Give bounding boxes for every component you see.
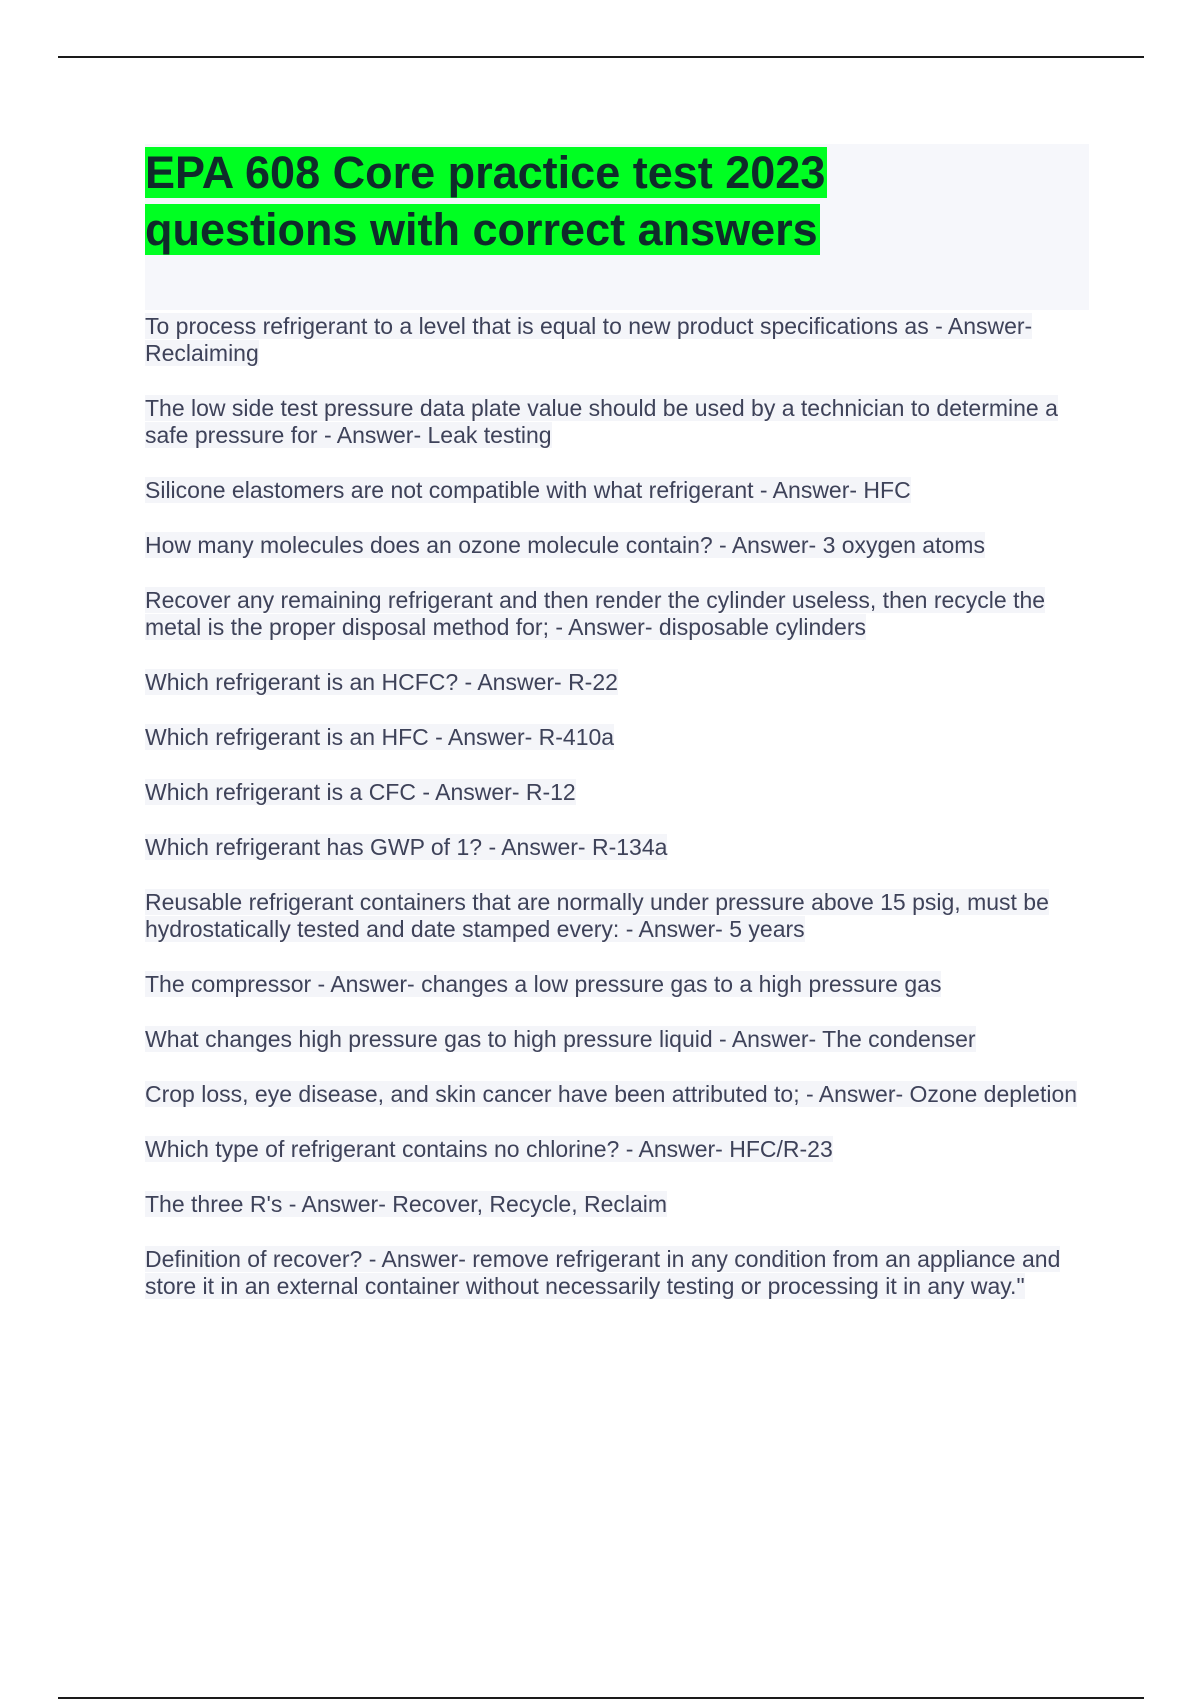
qa-item <box>145 779 1090 806</box>
qa-item <box>145 1136 1090 1163</box>
qa-item-text: Reusable refrigerant containers that are normally under pressure above 15 psig, must be hydrostatically tested and date stamped every: - Answer- 5 years <box>145 889 1049 942</box>
page-title <box>145 144 1089 258</box>
title-line-1: EPA 608 Core practice test 2023 <box>145 147 826 198</box>
qa-item <box>145 1246 1090 1300</box>
qa-item <box>145 1081 1090 1108</box>
qa-item-text: Which refrigerant is a CFC - Answer- R-12 <box>145 779 576 805</box>
qa-item-text: Recover any remaining refrigerant and then render the cylinder useless, then recycle the metal is the proper disposal method for; - Answer- disposable cylinders <box>145 587 1046 640</box>
qa-item <box>145 1191 1090 1218</box>
page-bottom-rule <box>58 1697 1144 1699</box>
qa-item-text: The low side test pressure data plate value should be used by a technician to determine a safe pressure for - Answer- Leak testing <box>145 395 1058 448</box>
qa-item-text: The three R's - Answer- Recover, Recycle, Reclaim <box>145 1191 668 1217</box>
qa-item <box>145 477 1090 504</box>
title-line-2: questions with correct answers <box>145 204 818 255</box>
qa-item <box>145 395 1090 449</box>
qa-item-text: Which refrigerant has GWP of 1? - Answer- R-134a <box>145 834 668 860</box>
qa-item-text: To process refrigerant to a level that is equal to new product specifications as - Answer- Reclaiming <box>145 313 1033 366</box>
page-top-rule <box>58 56 1144 58</box>
qa-item <box>145 532 1090 559</box>
qa-item-text: Definition of recover? - Answer- remove refrigerant in any condition from an appliance and store it in an external container without necessarily testing or processing it in any way." <box>145 1246 1061 1299</box>
title-block <box>145 144 1089 310</box>
title-highlight <box>145 147 827 255</box>
qa-item <box>145 313 1090 367</box>
qa-item <box>145 889 1090 943</box>
qa-item-text: Which type of refrigerant contains no chlorine? - Answer- HFC/R-23 <box>145 1136 833 1162</box>
qa-item-text: What changes high pressure gas to high pressure liquid - Answer- The condenser <box>145 1026 976 1052</box>
qa-item-text: Which refrigerant is an HFC - Answer- R-410a <box>145 724 615 750</box>
qa-item-text: Silicone elastomers are not compatible with what refrigerant - Answer- HFC <box>145 477 911 503</box>
qa-item-text: Crop loss, eye disease, and skin cancer have been attributed to; - Answer- Ozone depletion <box>145 1081 1078 1107</box>
qa-item <box>145 1026 1090 1053</box>
qa-item-text: The compressor - Answer- changes a low pressure gas to a high pressure gas <box>145 971 942 997</box>
qa-item <box>145 971 1090 998</box>
qa-item <box>145 587 1090 641</box>
qa-item <box>145 834 1090 861</box>
qa-list <box>145 313 1090 1328</box>
qa-item <box>145 724 1090 751</box>
qa-item-text: Which refrigerant is an HCFC? - Answer- R-22 <box>145 669 618 695</box>
qa-item-text: How many molecules does an ozone molecule contain? - Answer- 3 oxygen atoms <box>145 532 985 558</box>
qa-item <box>145 669 1090 696</box>
